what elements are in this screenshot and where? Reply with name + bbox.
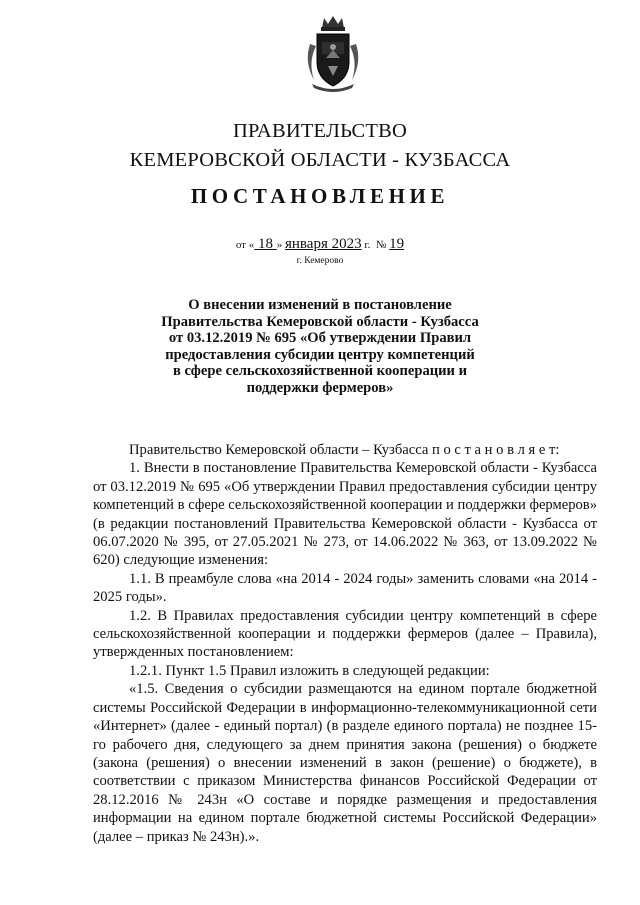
document-number: 19	[389, 236, 405, 252]
city-name: г. Кемерово	[296, 256, 344, 266]
body-paragraph-preamble: Правительство Кемеровской области – Кузбасса п о с т а н о в л я е т:	[129, 442, 560, 458]
body-paragraph-quoted-1-5: «1.5. Сведения о субсидии размещаются на едином портале бюджетной системы Российской Федерации в информационно-телекоммуникационной сети «Интернет» (далее - единый портал) (в разделе единого портала) не позднее 15-го рабочего дня, следующего за днем принятия закона (решения) о бюджете (закона (решения) о внесении изменений в закон (решение) о бюджете), в соответствии с приказом Министерства финансов Российской Федерации от 28.12.2016 № 243н «О составе и порядке размещения и предоставления информации на едином портале бюджетной системы Российской Федерации» (далее – приказ № 243н).».	[93, 681, 597, 845]
date-prefix: от «	[235, 239, 255, 251]
subject-line: поддержки фермеров»	[246, 379, 394, 396]
subject-line: от 03.12.2019 № 695 «Об утверждении Правил	[168, 330, 472, 347]
document-body	[93, 441, 597, 846]
government-name-line2: КЕМЕРОВСКОЙ ОБЛАСТИ - КУЗБАССА	[129, 149, 511, 171]
date-close-quote: »	[276, 239, 285, 251]
number-label: №	[375, 239, 387, 251]
subject-line: предоставления субсидии центру компетенций	[165, 346, 475, 363]
date-month-year: января 2023	[285, 236, 362, 252]
body-paragraph-1: 1. Внести в постановление Правительства Кемеровской области - Кузбасса от 03.12.2019 № 695 «Об утверждении Правил предоставления субсидии центру компетенций в сфере сельскохозяйственной кооперации и поддержки фермеров» (в редакции постановлений Правительства Кемеровской области - Кузбасса от 06.07.2020 № 395, от 27.05.2021 № 273, от 14.06.2022 № 363, от 13.09.2022 № 620) следующие изменения:	[93, 460, 597, 569]
subject-line: О внесении изменений в постановление	[188, 297, 452, 313]
subject-line: в сфере сельскохозяйственной кооперации и	[172, 363, 468, 380]
body-paragraph-1-1: 1.1. В преамбуле слова «на 2014 - 2024 годы» заменить словами «на 2014 - 2025 годы».	[93, 570, 597, 606]
document-subject	[150, 297, 490, 397]
date-year-suffix: г.	[361, 239, 371, 251]
coat-of-arms-emblem	[300, 14, 366, 92]
subject-line: Правительства Кемеровской области - Кузбасса	[161, 313, 479, 330]
document-type-title: ПОСТАНОВЛЕНИЕ	[190, 184, 450, 208]
date-day: 18	[254, 236, 277, 252]
body-paragraph-1-2: 1.2. В Правилах предоставления субсидии центру компетенций в сфере сельскохозяйственной кооперации и поддержки фермеров (далее – Правила), утвержденных постановлением:	[93, 607, 597, 661]
body-paragraph-1-2-1: 1.2.1. Пункт 1.5 Правил изложить в следующей редакции:	[129, 662, 490, 679]
government-name-line1: ПРАВИТЕЛЬСТВО	[232, 120, 408, 142]
date-number-line	[0, 236, 640, 253]
